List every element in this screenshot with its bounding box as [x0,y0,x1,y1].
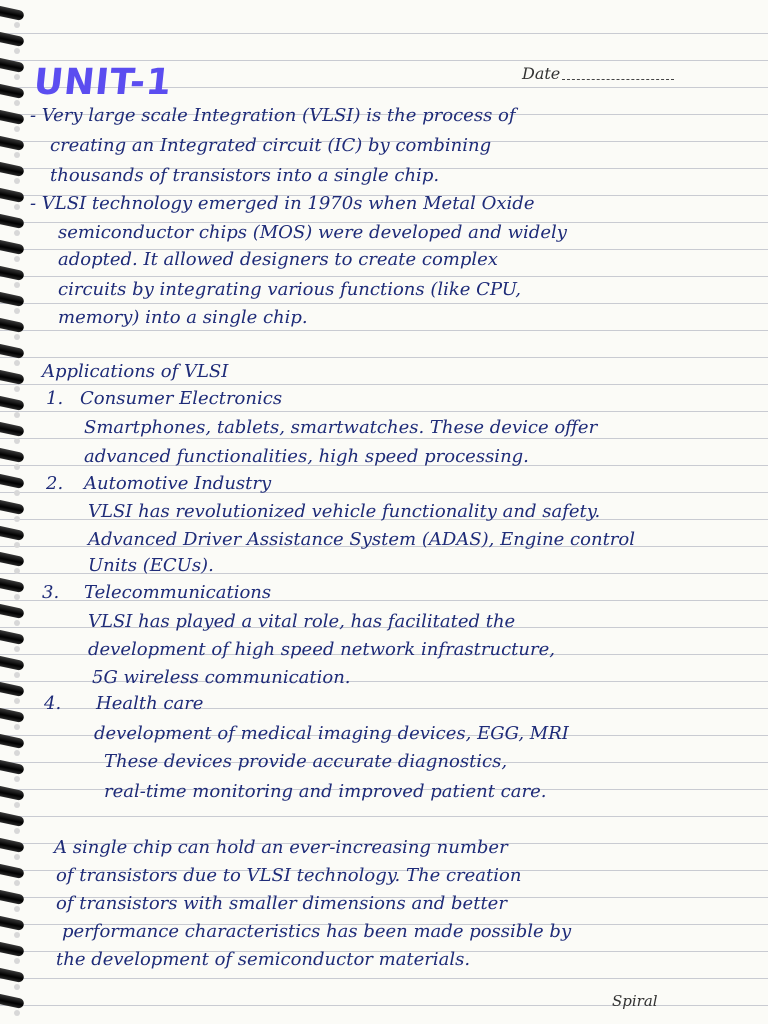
item-title: Consumer Electronics [80,388,283,409]
binding-hole [14,932,20,938]
notebook-brand: Spiral [612,992,658,1010]
spiral-coil [0,343,25,359]
binding-hole [14,490,20,496]
item-line: These devices provide accurate diagnostics, [104,751,508,772]
item-number: 4. [44,693,62,714]
binding-hole [14,256,20,262]
item-line: development of medical imaging devices, EGG, MRI [94,723,569,744]
spiral-coil [0,837,25,853]
spiral-coil [0,681,25,697]
spiral-coil [0,395,25,411]
binding-hole [14,542,20,548]
binding-hole [14,386,20,392]
binding-hole [14,464,20,470]
intro-line: semiconductor chips (MOS) were developed and widely [58,222,567,243]
intro-line: memory) into a single chip. [58,307,308,328]
closing-line: of transistors due to VLSI technology. The creation [56,865,522,886]
binding-hole [14,100,20,106]
spiral-coil [0,161,25,177]
spiral-coil [0,733,25,749]
spiral-coil [0,577,25,593]
binding-hole [14,750,20,756]
item-line: 5G wireless communication. [92,667,351,688]
spiral-coil [0,655,25,671]
item-line: advanced functionalities, high speed processing. [84,446,529,467]
spiral-coil [0,291,25,307]
spiral-coil [0,785,25,801]
item-line: Advanced Driver Assistance System (ADAS), Engine control [88,529,635,550]
spiral-coil [0,707,25,723]
intro-line: adopted. It allowed designers to create complex [58,249,498,270]
item-title: Telecommunications [84,582,272,603]
spiral-coil [0,31,25,47]
binding-hole [14,646,20,652]
spiral-coil [0,811,25,827]
binding-hole [14,620,20,626]
binding-hole [14,282,20,288]
binding-hole [14,594,20,600]
item-number: 1. [46,388,64,409]
item-line: Units (ECUs). [88,555,214,576]
spiral-coil [0,421,25,437]
closing-line: A single chip can hold an ever-increasing number [54,837,508,858]
spiral-coil [0,993,25,1009]
intro-line: circuits by integrating various functions (like CPU, [58,279,521,300]
intro-line: thousands of transistors into a single chip. [50,165,440,186]
intro-line: - Very large scale Integration (VLSI) is the process of [30,105,516,126]
spiral-coil [0,967,25,983]
binding-hole [14,230,20,236]
spiral-coil [0,629,25,645]
binding-hole [14,958,20,964]
binding-hole [14,828,20,834]
binding-hole [14,568,20,574]
spiral-coil [0,187,25,203]
binding-hole [14,854,20,860]
item-number: 2. [46,473,64,494]
intro-line: - VLSI technology emerged in 1970s when Metal Oxide [30,193,535,214]
binding-hole [14,672,20,678]
spiral-binding [0,0,30,1024]
binding-hole [14,308,20,314]
spiral-coil [0,863,25,879]
spiral-coil [0,317,25,333]
binding-hole [14,802,20,808]
intro-line: creating an Integrated circuit (IC) by combining [50,135,492,156]
spiral-coil [0,213,25,229]
binding-hole [14,74,20,80]
binding-hole [14,126,20,132]
binding-hole [14,48,20,54]
spiral-coil [0,369,25,385]
spiral-coil [0,603,25,619]
spiral-coil [0,239,25,255]
binding-hole [14,360,20,366]
spiral-coil [0,135,25,151]
item-line: real-time monitoring and improved patient care. [104,781,547,802]
spiral-coil [0,109,25,125]
page-title: UNIT-1 [31,62,175,103]
item-line: VLSI has revolutionized vehicle functionality and safety. [88,501,601,522]
spiral-coil [0,57,25,73]
item-number: 3. [42,582,60,603]
item-title: Automotive Industry [84,473,272,494]
item-line: VLSI has played a vital role, has facilitated the [88,611,516,632]
binding-hole [14,152,20,158]
binding-hole [14,984,20,990]
binding-hole [14,22,20,28]
item-title: Health care [96,693,204,714]
binding-hole [14,178,20,184]
binding-hole [14,1010,20,1016]
binding-hole [14,698,20,704]
spiral-coil [0,941,25,957]
spiral-coil [0,5,25,21]
date-field-line [562,79,674,80]
spiral-coil [0,265,25,281]
binding-hole [14,516,20,522]
binding-hole [14,880,20,886]
spiral-coil [0,83,25,99]
spiral-coil [0,447,25,463]
spiral-coil [0,759,25,775]
closing-line: of transistors with smaller dimensions and better [56,893,507,914]
item-line: development of high speed network infrastructure, [88,639,555,660]
binding-hole [14,334,20,340]
closing-line: performance characteristics has been made possible by [62,921,572,942]
closing-line: the development of semiconductor materials. [56,949,471,970]
spiral-coil [0,889,25,905]
section-heading: Applications of VLSI [42,361,229,382]
spiral-coil [0,915,25,931]
binding-hole [14,906,20,912]
spiral-coil [0,551,25,567]
binding-hole [14,412,20,418]
binding-hole [14,776,20,782]
binding-hole [14,724,20,730]
binding-hole [14,204,20,210]
spiral-coil [0,473,25,489]
item-line: Smartphones, tablets, smartwatches. These device offer [84,417,598,438]
date-label: Date [522,64,561,83]
spiral-coil [0,499,25,515]
binding-hole [14,438,20,444]
spiral-coil [0,525,25,541]
